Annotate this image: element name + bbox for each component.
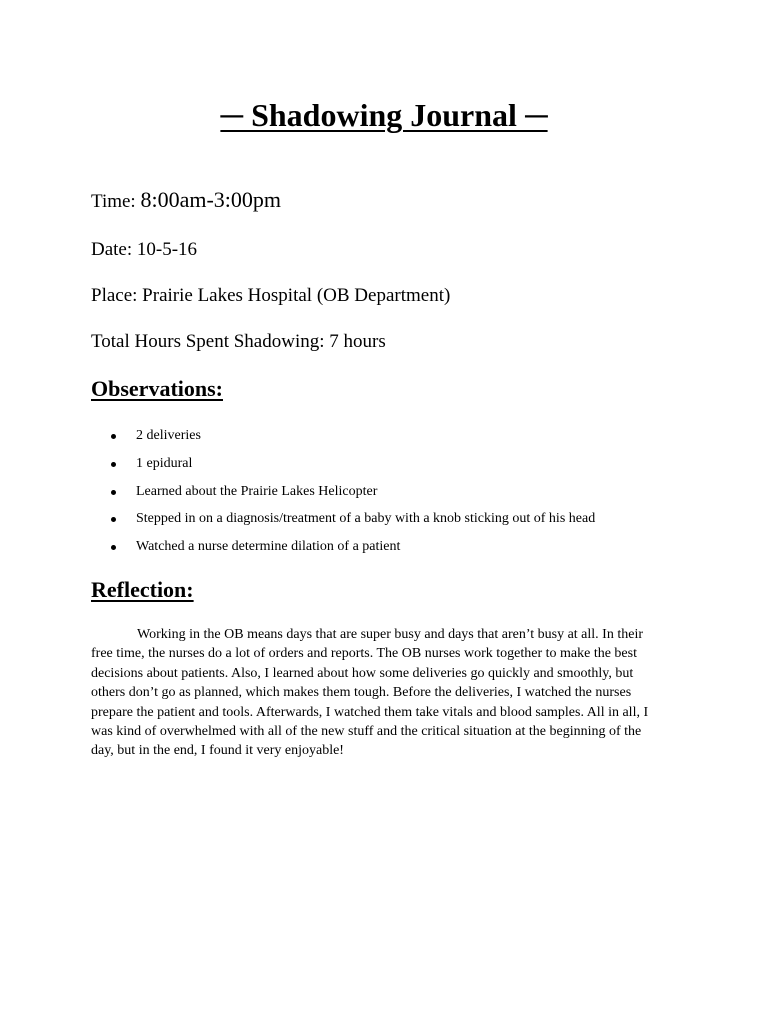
bullet-icon [111,462,116,467]
observation-text: Learned about the Prairie Lakes Helicopter [136,483,378,499]
time-value: 8:00am-3:00pm [140,187,282,212]
total-hours-field: Total Hours Spent Shadowing: 7 hours [91,331,386,352]
list-item [111,509,595,537]
observation-text: Watched a nurse determine dilation of a patient [136,539,401,554]
reflection-paragraph: Working in the OB means days that are super busy and days that aren’t busy at all. In their free time, the nurses do a lot of orders and reports. The OB nurses work together to make the best decisions about patients. Also, I learned about how some deliveries go quickly and smoothly, but others don’t go as planned, which makes them tough. Before the deliveries, I watched the nurses prepare the patient and tools. Afterwards, I watched them take vitals and blood samples. All in all, I was kind of overwhelmed with all of the new stuff and the critical situation at the beginning of the day, but in the end, I found it very enjoyable! [91,627,649,759]
bullet-icon [111,545,116,550]
time-label: Time: [91,191,141,212]
observation-text: 2 deliveries [136,428,201,443]
time-field [91,188,281,214]
page-title: ─ Shadowing Journal ─ [220,97,548,133]
observation-text: 1 epidural [136,455,193,471]
bullet-icon [111,490,116,495]
date-field: Date: 10-5-16 [91,239,198,260]
list-item [111,426,595,454]
observation-text: Stepped in on a diagnosis/treatment of a baby with a knob sticking out of his head [136,511,596,527]
observations-list [111,426,595,565]
bullet-icon [111,517,116,522]
observations-heading: Observations: [91,376,223,401]
reflection-heading: Reflection: [91,577,194,602]
list-item [111,454,595,482]
list-item [111,482,595,510]
place-field: Place: Prairie Lakes Hospital (OB Department) [91,285,451,306]
bullet-icon [111,434,116,439]
list-item [111,537,595,565]
